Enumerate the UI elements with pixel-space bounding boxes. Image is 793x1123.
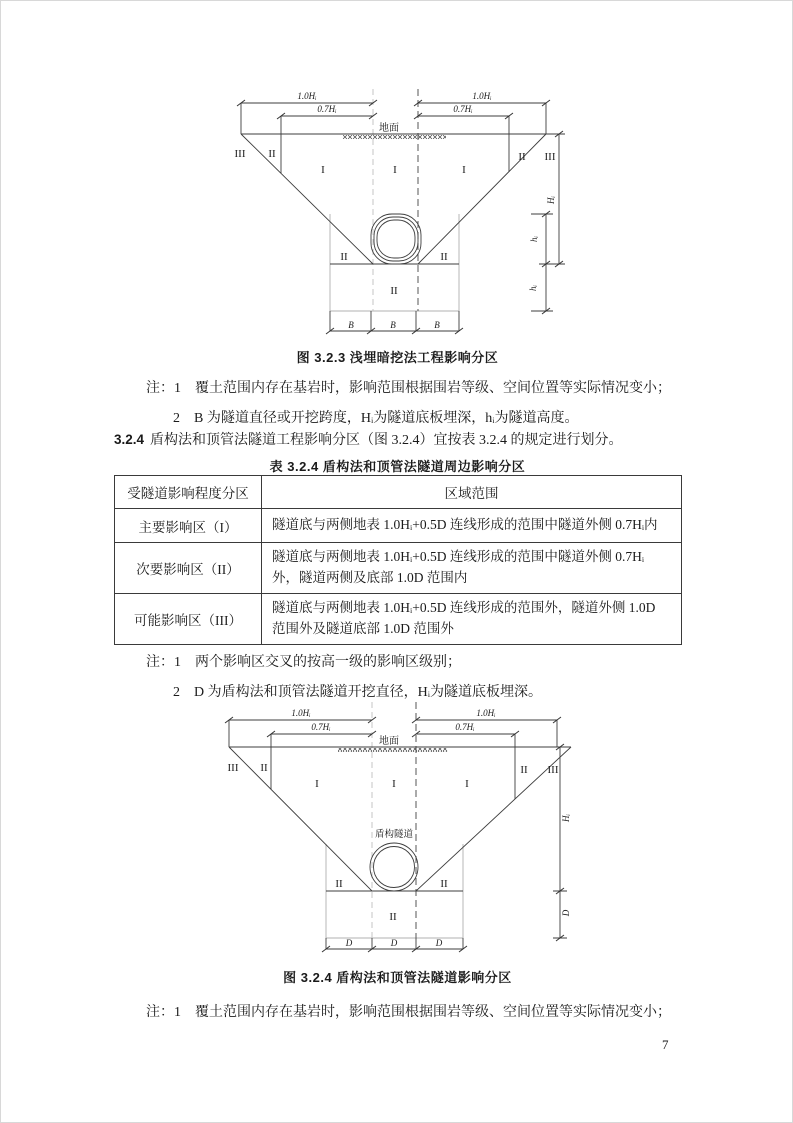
figure2-tunnel-outline: [370, 843, 418, 891]
clause-text: 盾构法和顶管法隧道工程影响分区（图 3.2.4）宜按表 3.2.4 的规定进行划分。: [150, 433, 623, 448]
fig2-zone-ii-left: II: [260, 762, 268, 774]
page-number: 7: [662, 1037, 669, 1052]
fig1-dim-b3: B: [434, 320, 440, 330]
fig1-zone-iii-left: III: [234, 148, 246, 160]
table-header-range: 区域范围: [262, 476, 682, 509]
table-note-2: 2 D 为盾构法和顶管法隧道开挖直径，Hᵢ为隧道底板埋深。: [173, 685, 543, 700]
figure2-caption: 图 3.2.4 盾构法和顶管法隧道影响分区: [283, 970, 512, 985]
fig2-zone-ii-bottom: II: [389, 911, 397, 923]
fig1-zone-ii-side-right: II: [440, 251, 448, 263]
fig2-dim-07h-right: 0.7Hᵢ: [455, 722, 475, 732]
fig1-dim-b1: B: [348, 320, 354, 330]
fig2-dim-07h-left: 0.7Hᵢ: [311, 722, 331, 732]
fig2-zone-ii-side-right: II: [440, 878, 448, 890]
table-header-zone: 受隧道影响程度分区: [115, 476, 262, 509]
fig2-dim-10h-right: 1.0Hᵢ: [476, 708, 496, 718]
fig1-zone-ii-bottom: II: [390, 285, 398, 297]
figure2-diagram: [223, 699, 593, 963]
fig2-zone-i-right: I: [465, 778, 469, 790]
fig2-zone-iii-left: III: [227, 762, 239, 774]
fig1-dim-10h-right: 1.0Hᵢ: [472, 91, 492, 101]
fig1-ground-label: 地面: [379, 123, 399, 134]
fig1-dim-07h-right: 0.7Hᵢ: [453, 104, 473, 114]
fig1-zone-i-center: I: [393, 164, 397, 176]
fig2-zone-ii-side-left: II: [335, 878, 343, 890]
fig1-dim-h1: hᵢ: [529, 236, 539, 242]
fig1-zone-iii-right: III: [544, 151, 556, 163]
table-row: [115, 509, 682, 543]
figure2-note-1: 注：1 覆土范围内存在基岩时，影响范围根据围岩等级、空间位置等实际情况变小；: [146, 1005, 671, 1020]
fig2-dim-10h-left: 1.0Hᵢ: [291, 708, 311, 718]
figure1-note-1: 注：1 覆土范围内存在基岩时，影响范围根据围岩等级、空间位置等实际情况变小；: [146, 381, 671, 396]
fig1-dim-H: Hᵢ: [546, 196, 556, 204]
fig2-dim-H: Hᵢ: [561, 814, 571, 822]
figure1-note-2: 2 B 为隧道直径或开挖跨度，Hᵢ为隧道底板埋深，hᵢ为隧道高度。: [173, 411, 579, 426]
fig1-dim-07h-left: 0.7Hᵢ: [317, 104, 337, 114]
table-cell-zone-2: 次要影响区（II）: [115, 543, 262, 594]
fig2-zone-ii-right: II: [520, 764, 528, 776]
figure1-tunnel-outline: [371, 214, 421, 264]
table-cell-range-2: 隧道底与两侧地表 1.0Hᵢ+0.5D 连线形成的范围中隧道外侧 0.7Hᵢ外，隧道两侧及底部 1.0D 范围内: [262, 543, 682, 594]
fig1-zone-ii-side-left: II: [340, 251, 348, 263]
fig1-zone-ii-left: II: [268, 148, 276, 160]
fig1-zone-i-right: I: [462, 164, 466, 176]
figure1-ground-hatch: [343, 135, 446, 139]
fig2-ground-label: 地面: [379, 736, 399, 747]
fig1-dim-b2: B: [390, 320, 396, 330]
clause-number: 3.2.4: [114, 432, 145, 447]
figure1-caption: 图 3.2.3 浅埋暗挖法工程影响分区: [296, 350, 499, 365]
table-row: [115, 543, 682, 594]
table-cell-zone-3: 可能影响区（III）: [115, 593, 262, 644]
clause-3-2-4: [114, 429, 623, 449]
table-cell-range-1: 隧道底与两侧地表 1.0Hᵢ+0.5D 连线形成的范围中隧道外侧 0.7Hᵢ内: [262, 509, 682, 543]
influence-zone-table: [114, 475, 682, 645]
fig2-tunnel-label: 盾构隧道: [374, 830, 414, 840]
table-cell-range-3: 隧道底与两侧地表 1.0Hᵢ+0.5D 连线形成的范围外，隧道外侧 1.0D 范围外及隧道底部 1.0D 范围外: [262, 593, 682, 644]
fig2-dim-d2: D: [390, 938, 398, 948]
figure2-ground-hatch: [338, 748, 448, 752]
table-title: 表 3.2.4 盾构法和顶管法隧道周边影响分区: [269, 459, 526, 474]
table-note-1: 注：1 两个影响区交叉的按高一级的影响区级别；: [146, 655, 461, 670]
fig2-dim-d1: D: [345, 938, 353, 948]
table-header-row: [115, 476, 682, 509]
table-row: [115, 593, 682, 644]
fig1-dim-10h-left: 1.0Hᵢ: [297, 91, 317, 101]
fig2-zone-i-left: I: [315, 778, 319, 790]
fig2-dim-D-vert: D: [561, 909, 571, 917]
fig2-zone-i-center: I: [392, 778, 396, 790]
fig1-zone-ii-right: II: [518, 151, 526, 163]
fig2-zone-iii-right: III: [547, 764, 559, 776]
figure1-diagram: [223, 87, 593, 345]
fig1-zone-i-left: I: [321, 164, 325, 176]
fig1-dim-h2: hᵢ: [528, 285, 538, 291]
fig2-dim-d3: D: [435, 938, 443, 948]
table-cell-zone-1: 主要影响区（I）: [115, 509, 262, 543]
